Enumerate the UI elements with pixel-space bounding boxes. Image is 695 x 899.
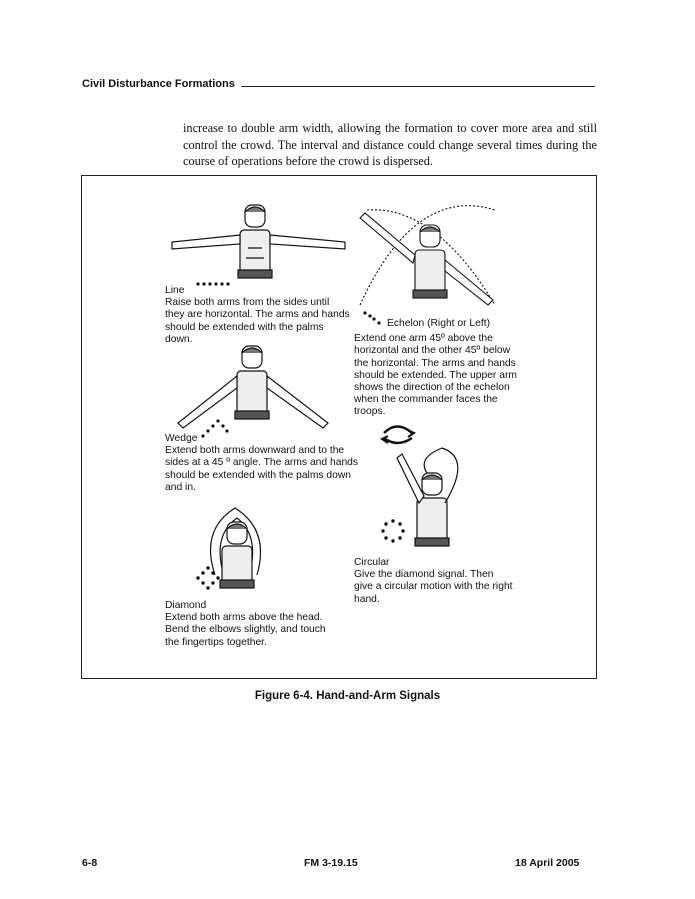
wedge-signal-illustration: [170, 343, 350, 438]
circular-signal-description: Give the diamond signal. Then give a circular motion with the right hand.: [354, 569, 513, 605]
echelon-signal-description: Extend one arm 45º above the horizontal and the other 45º below the horizontal. The arms and hands should be extended. The upper arm shows the direction of the echelon when the commander faces the troops.: [354, 333, 517, 418]
diamond-signal-title: Diamond: [165, 600, 207, 611]
circular-signal: [354, 557, 514, 606]
echelon-signal-title: Echelon (Right or Left): [387, 318, 491, 329]
section-title: Civil Disturbance Formations: [82, 78, 235, 90]
circular-formation-dots: [380, 518, 406, 544]
footer-date: 18 April 2005: [515, 857, 580, 869]
diamond-signal-description: Extend both arms above the head. Bend the elbows slightly, and touch the fingertips together.: [165, 612, 326, 648]
figure-caption: Figure 6-4. Hand-and-Arm Signals: [254, 690, 441, 702]
intro-text: increase to double arm width, allowing the formation to cover more area and still control the crowd. The interval and distance could change several times during the course of operations before the crowd is dispersed.: [183, 121, 597, 168]
footer-manual: FM 3-19.15: [304, 857, 358, 869]
wedge-signal-title: Wedge: [165, 433, 198, 444]
wedge-signal: [165, 433, 365, 494]
wedge-signal-description: Extend both arms downward and to the sides at a 45 º angle. The arms and hands should be extended with the palms down and in.: [165, 445, 359, 493]
line-signal-description: Raise both arms from the sides until they are horizontal. The arms and hands should be extended with the palms down.: [165, 297, 350, 345]
echelon-signal: [354, 318, 524, 419]
line-signal-title: Line: [165, 285, 185, 296]
header-rule: [241, 86, 595, 87]
echelon-signal-illustration: [355, 205, 505, 320]
footer-page-number: 6-8: [82, 857, 98, 869]
diamond-signal: [165, 600, 335, 649]
circular-signal-title: Circular: [354, 557, 390, 568]
diamond-formation-dots: [195, 565, 221, 591]
line-signal: [165, 285, 350, 346]
intro-paragraph: [183, 120, 597, 170]
